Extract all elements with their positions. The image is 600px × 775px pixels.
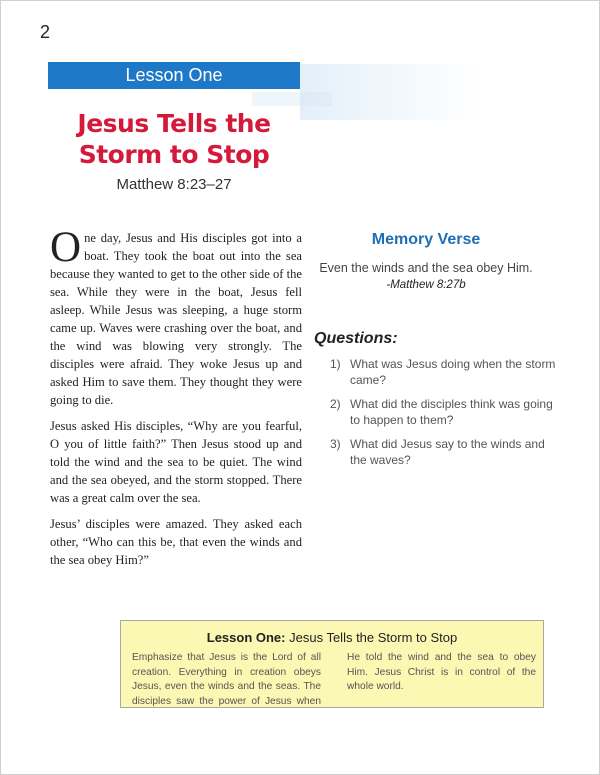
story-paragraph-3: Jesus’ disciples were amazed. They asked each other, “Who can this be, that even the winds and the sea obey Him?”	[50, 517, 302, 567]
summary-title-text: Jesus Tells the Storm to Stop	[285, 630, 458, 645]
lesson-title: Jesus Tells the Storm to Stop	[77, 109, 271, 169]
question-number: 1)	[330, 357, 341, 371]
scripture-reference: Matthew 8:23–27	[116, 176, 232, 193]
questions-list	[330, 356, 560, 476]
story-paragraph-1	[50, 224, 302, 409]
question-item	[330, 396, 560, 428]
summary-title-label: Lesson One:	[206, 630, 286, 645]
page-number: 2	[40, 22, 51, 42]
lesson-summary-box	[120, 620, 544, 708]
question-item	[330, 356, 560, 388]
summary-text: Emphasize that Jesus is the Lord of all creation. Everything in creation obeys Jesus, even the winds and the seas. The disciples saw the power of Jesus when He told the wind and the sea to obey Him. Jesus Christ is in control of the whole world.	[132, 652, 536, 707]
question-text: What did Jesus say to the winds and the waves?	[350, 437, 545, 467]
question-text: What was Jesus doing when the storm came?	[350, 357, 556, 387]
memory-verse-heading: Memory Verse	[371, 231, 481, 248]
lesson-banner: Lesson One	[48, 62, 300, 89]
question-text: What did the disciples think was going to happen to them?	[350, 397, 553, 427]
banner-decoration-shadow	[252, 92, 332, 106]
questions-heading: Questions:	[314, 330, 398, 347]
story-text	[50, 224, 302, 577]
question-number: 3)	[330, 437, 341, 451]
drop-cap: O	[50, 224, 82, 271]
question-item	[330, 436, 560, 468]
story-paragraph-1-text: ne day, Jesus and His disciples got into a boat. They took the boat out into the sea because they wanted to get to the other side of the sea. While they were in the boat, Jesus fell asleep. While Jesus was sleeping, a huge storm came up. Waves were crashing over the boat, and the wind was blowing very strongly. The disciples were afraid. They woke Jesus up and asked Him to save them. They thought they were going to die.	[50, 231, 302, 407]
memory-verse-text: Even the winds and the sea obey Him.	[319, 261, 533, 275]
story-paragraph-2: Jesus asked His disciples, “Why are you fearful, O you of little faith?” Then Jesus stood up and told the wind and the sea to be quiet. The wind and the sea obeyed, and the storm stopped. There was a great calm over the sea.	[50, 419, 302, 505]
summary-title	[121, 630, 543, 645]
question-number: 2)	[330, 397, 341, 411]
memory-verse-reference: -Matthew 8:27b	[386, 279, 466, 291]
